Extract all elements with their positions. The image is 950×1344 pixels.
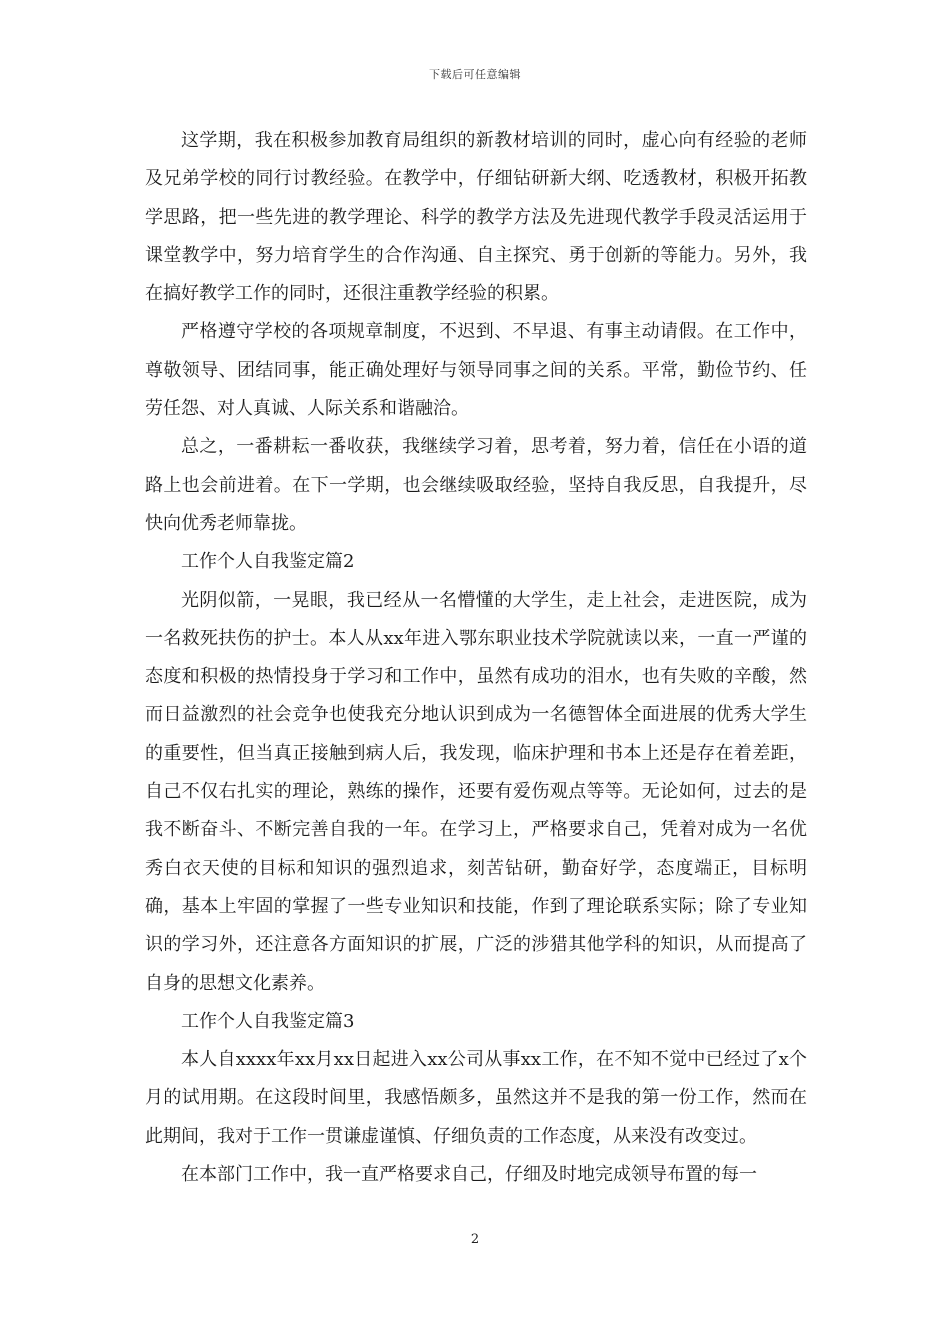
page-header: 下载后可任意编辑 — [429, 68, 521, 81]
page-number: 2 — [470, 1232, 480, 1247]
document-body — [145, 122, 807, 1194]
paragraph-teaching: 这学期，我在积极参加教育局组织的新教材培训的同时，虚心向有经验的老师及兄弟学校的同行讨教经验。在教学中，仔细钻研新大纲、吃透教材，积极开拓教学思路，把一些先进的教学理论、科学的教学方法及先进现代教学手段灵活运用于课堂教学中，努力培育学生的合作沟通、自主探究、勇于创新的等能力。另外，我在搞好教学工作的同时，还很注重教学经验的积累。 — [145, 130, 807, 305]
paragraph-discipline: 严格遵守学校的各项规章制度，不迟到、不早退、有事主动请假。在工作中，尊敬领导、团结同事，能正确处理好与领导同事之间的关系。平常，勤俭节约、任劳任怨、对人真诚、人际关系和谐融洽。 — [145, 321, 807, 420]
section-heading-2: 工作个人自我鉴定篇2 — [181, 551, 355, 573]
paragraph-department: 在本部门工作中，我一直严格要求自己，仔细及时地完成领导布置的每一 — [181, 1164, 757, 1186]
section-heading-3: 工作个人自我鉴定篇3 — [181, 1010, 355, 1032]
paragraph-summary: 总之，一番耕耘一番收获，我继续学习着，思考着，努力着，信任在小语的道路上也会前进着。在下一学期，也会继续吸取经验，坚持自我反思，自我提升，尽快向优秀老师靠拢。 — [145, 436, 807, 534]
paragraph-nurse: 光阴似箭，一晃眼，我已经从一名懵懂的大学生，走上社会，走进医院，成为一名救死扶伤的护士。本人从xx年进入鄂东职业技术学院就读以来，一直一严谨的态度和积极的热情投身于学习和工作中，虽然有成功的泪水，也有失败的辛酸，然而日益激烈的社会竞争也使我充分地认识到成为一名德智体全面进展的优秀大学生的重要性，但当真正接触到病人后，我发现，临床护理和书本上还是存在着差距，自己不仅右扎实的理论，熟练的操作，还要有爱伤观点等等。无论如何，过去的是我不断奋斗、不断完善自我的一年。在学习上，严格要求自己，凭着对成为一名优秀白衣天使的目标和知识的强烈追求，刻苦钻研，勤奋好学，态度端正，目标明确，基本上牢固的掌握了一些专业知识和技能，作到了理论联系实际；除了专业知识的学习外，还注意各方面知识的扩展，广泛的涉猎其他学科的知识，从而提高了自身的思想文化素养。 — [145, 589, 807, 994]
paragraph-probation: 本人自xxxx年xx月xx日起进入xx公司从事xx工作，在不知不觉中已经过了x个月的试用期。在这段时间里，我感悟颇多，虽然这并不是我的第一份工作，然而在此期间，我对于工作一贯谦虚谨慎、仔细负责的工作态度，从来没有改变过。 — [145, 1049, 807, 1147]
